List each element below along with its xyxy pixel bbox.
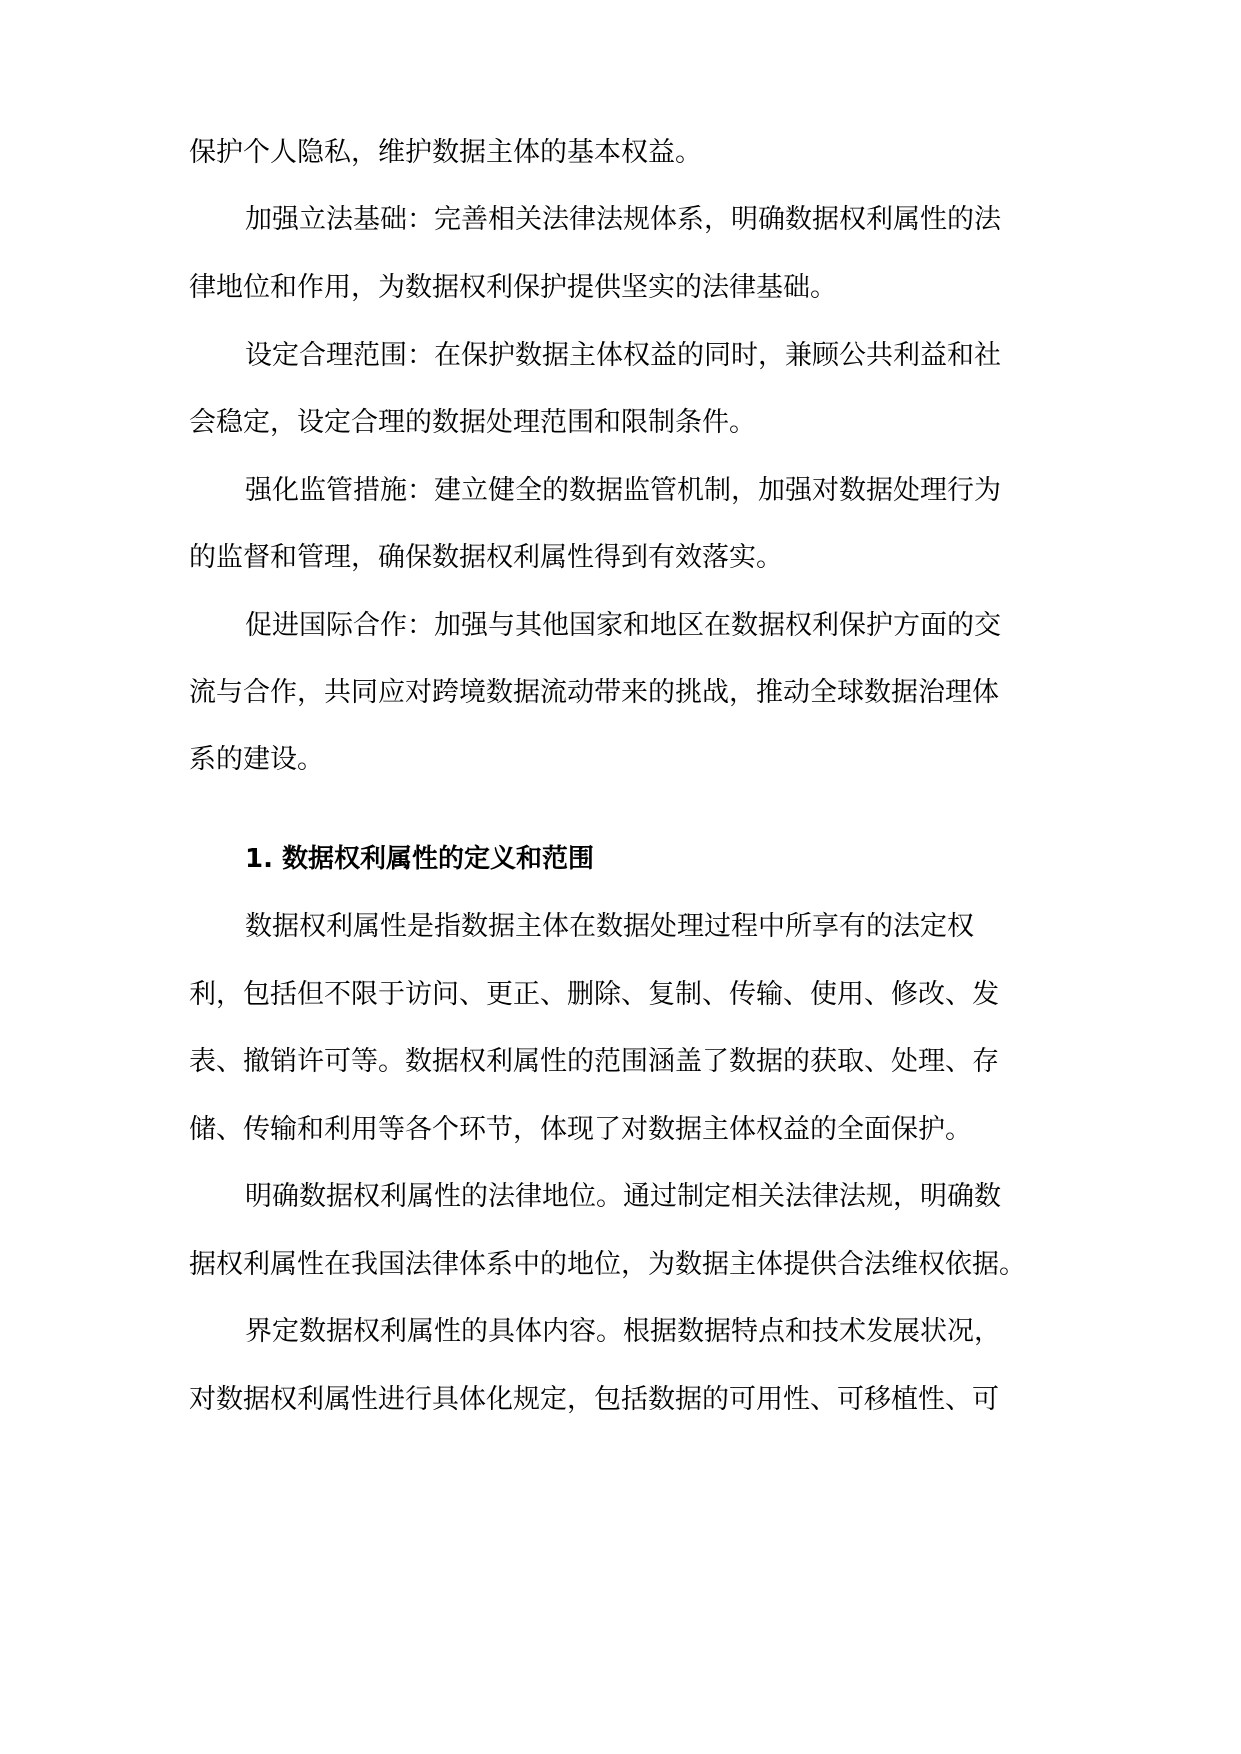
paragraph-supervision-line-2: 的监督和管理，确保数据权利属性得到有效落实。	[189, 542, 783, 573]
paragraph-continuation: 保护个人隐私，维护数据主体的基本权益。	[189, 137, 702, 168]
paragraph-supervision-line-1: 强化监管措施：建立健全的数据监管机制，加强对数据处理行为	[245, 475, 1001, 506]
paragraph-cooperation-line-2: 流与合作，共同应对跨境数据流动带来的挑战，推动全球数据治理体	[189, 677, 999, 708]
paragraph-scope-line-2: 会稳定，设定合理的数据处理范围和限制条件。	[189, 407, 756, 438]
paragraph-definition-line-1: 数据权利属性是指数据主体在数据处理过程中所享有的法定权	[245, 911, 974, 942]
paragraph-legal-status-line-1: 明确数据权利属性的法律地位。通过制定相关法律法规，明确数	[245, 1181, 1001, 1212]
paragraph-content-line-2: 对数据权利属性进行具体化规定，包括数据的可用性、可移植性、可	[189, 1384, 999, 1415]
section-heading: 1. 数据权利属性的定义和范围	[245, 844, 595, 874]
paragraph-legal-status-line-2: 据权利属性在我国法律体系中的地位，为数据主体提供合法维权依据。	[189, 1249, 1026, 1280]
paragraph-definition-line-4: 储、传输和利用等各个环节，体现了对数据主体权益的全面保护。	[189, 1114, 972, 1145]
paragraph-cooperation-line-1: 促进国际合作：加强与其他国家和地区在数据权利保护方面的交	[245, 610, 1001, 641]
paragraph-scope-line-1: 设定合理范围：在保护数据主体权益的同时，兼顾公共利益和社	[245, 340, 1001, 371]
paragraph-legislation-line-1: 加强立法基础：完善相关法律法规体系，明确数据权利属性的法	[245, 204, 1001, 235]
paragraph-legislation-line-2: 律地位和作用，为数据权利保护提供坚实的法律基础。	[189, 272, 837, 303]
paragraph-content-line-1: 界定数据权利属性的具体内容。根据数据特点和技术发展状况，	[245, 1316, 1001, 1347]
paragraph-cooperation-line-3: 系的建设。	[189, 744, 324, 775]
paragraph-definition-line-3: 表、撤销许可等。数据权利属性的范围涵盖了数据的获取、处理、存	[189, 1046, 999, 1077]
paragraph-definition-line-2: 利，包括但不限于访问、更正、删除、复制、传输、使用、修改、发	[189, 979, 999, 1010]
